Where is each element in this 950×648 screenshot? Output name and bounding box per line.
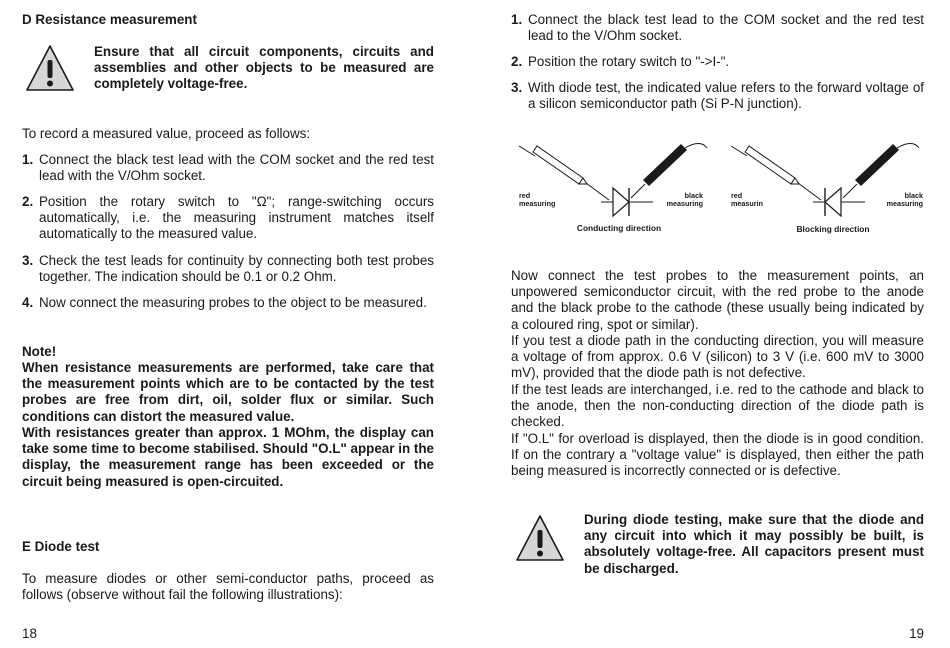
list-item [511,54,924,70]
probe-label: black [684,191,703,200]
list-number: 4. [22,295,34,310]
probe-label: black [904,191,923,200]
probe-label: measuring [886,199,923,208]
list-text: Check the test leads for continuity by connecting both test probes together. The indication should be 0.1 or 0.2 Ohm. [39,253,434,285]
black-probe-icon [631,144,707,199]
intro-text: To record a measured value, proceed as follows: [22,126,311,141]
list-item [22,253,434,285]
list-text: Connect the black test lead to the COM socket and the red test lead to the V/Ohm socket. [528,12,924,44]
warning-text: Ensure that all circuit components, circuits and assemblies and other objects to be measured are completely voltage-free. [94,44,434,92]
section-e-heading: E Diode test [22,539,100,554]
list-number: 3. [22,253,34,268]
list-number: 1. [511,12,523,27]
list-item [511,12,924,44]
right-page [511,0,924,648]
probe-label: measuring [519,199,556,208]
diagram-conducting-direction [515,138,715,238]
warning-triangle-icon [515,514,565,562]
list-number: 1. [22,152,34,167]
list-item [22,152,434,184]
list-item [22,295,434,311]
list-number: 2. [22,194,34,209]
probe-label: measurin [731,199,763,208]
diagram-caption: Blocking direction [796,224,870,234]
section-d-heading: D Resistance measurement [22,12,197,27]
note-heading: Note! [22,344,57,359]
diagram-caption: Conducting direction [576,223,662,233]
probe-label: red [731,191,743,200]
body-paragraph: If you test a diode path in the conducting direction, you will measure a voltage of from approx. 0.6 V (silicon) to 3 V (i.e. 600 mV to 3000 mV), provided that the diode path is not defective. [511,333,924,381]
diagram-blocking-direction [727,138,927,238]
list-text: Connect the black test lead with the COM socket and the red test lead with the V/Ohm socket. [39,152,434,184]
list-number: 3. [511,80,523,95]
probe-label: measuring [666,199,703,208]
red-probe-icon [731,146,821,200]
page-number: 18 [22,626,37,641]
list-text: With diode test, the indicated value refers to the forward voltage of a silicon semiconductor path (Si P-N junction). [528,80,924,112]
probe-label: red [519,191,531,200]
section-e-intro: To measure diodes or other semi-conductor paths, proceed as follows (observe without fail the following illustrations): [22,571,434,603]
list-text: Now connect the measuring probes to the object to be measured. [39,295,427,310]
list-text: Position the rotary switch to "->I-". [528,54,730,69]
list-number: 2. [511,54,523,69]
note-text: When resistance measurements are performed, take care that the measurement points which are to be contacted by the test probes are free from dirt, oil, solder flux or similar. Such conditions can distort the measured value. [22,360,434,424]
body-paragraph: If the test leads are interchanged, i.e. red to the cathode and black to the anode, then the non-conducting direction of the diode path is checked. [511,382,924,430]
list-text: Position the rotary switch to "Ω"; range-switching occurs automatically, i.e. the measuring instrument matches itself automatically to the measured value. [39,194,434,242]
warning-triangle-icon [25,44,75,92]
red-probe-icon [519,146,609,200]
note-text: With resistances greater than approx. 1 MOhm, the display can take some time to become stabilised. Should "O.L" appear in the display, the measurement range has been exceeded or the circuit being measured is open-circuited. [22,425,434,489]
page-number: 19 [909,626,924,641]
list-item [22,194,434,243]
warning-text: During diode testing, make sure that the diode and any circuit into which it may possibly be built, is absolutely voltage-free. All capacitors present must be discharged. [584,512,924,576]
diode-symbol-icon [613,188,629,216]
black-probe-icon [843,144,919,199]
body-paragraph: Now connect the test probes to the measurement points, an unpowered semiconductor circuit, with the red probe to the anode and the black probe to the cathode (these usually being indicated by a coloured ring, spot or similar). [511,268,924,332]
left-page [22,0,434,648]
body-paragraph: If "O.L" for overload is displayed, then the diode is in good condition. If on the contrary a "voltage value" is displayed, then either the path being measured is incorrectly connected or is defective. [511,431,924,479]
list-item [511,80,924,112]
diode-symbol-icon [825,188,841,216]
